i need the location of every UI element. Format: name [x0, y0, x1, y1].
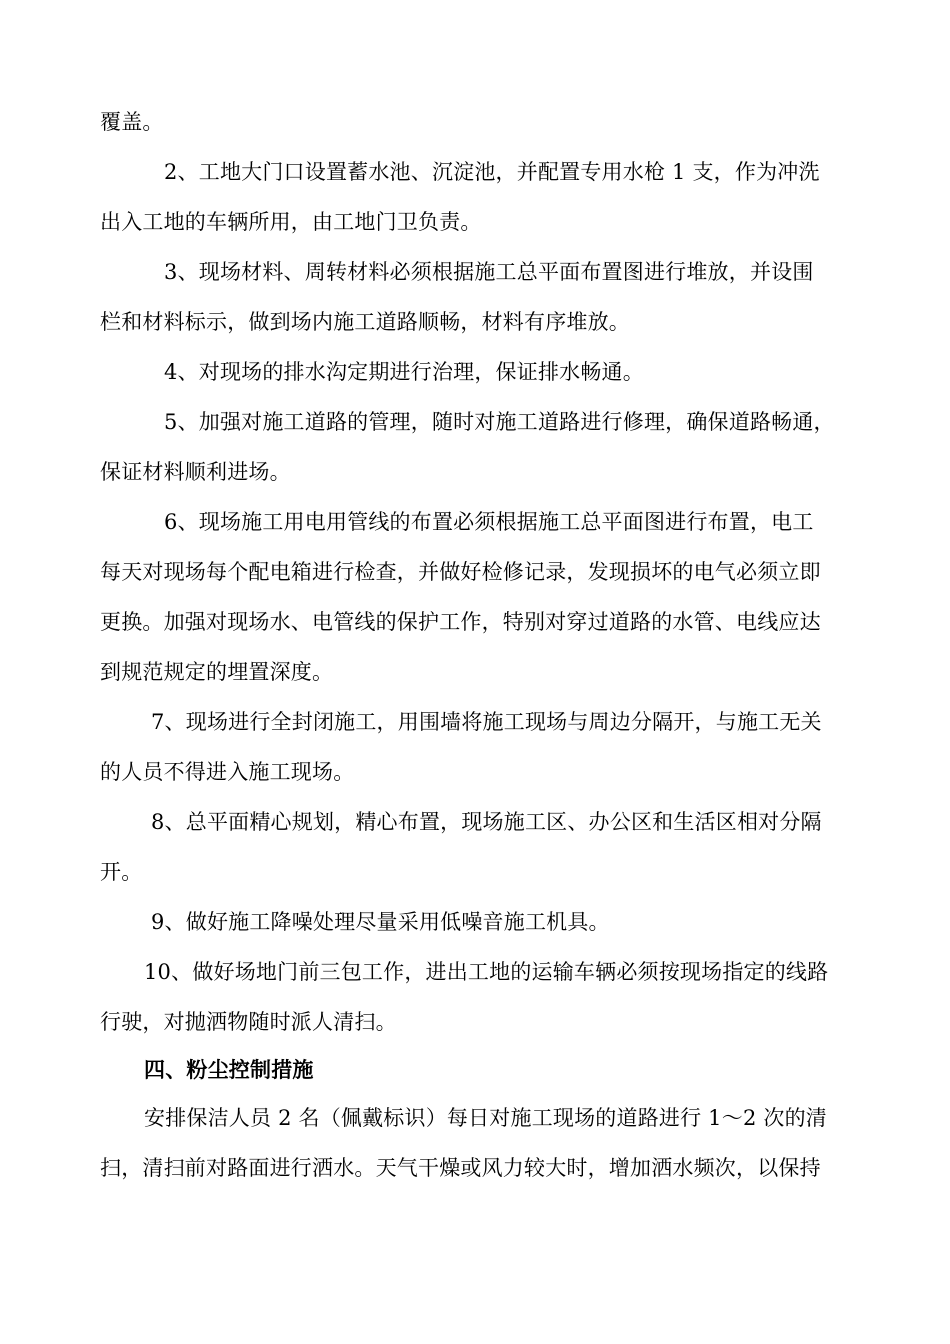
paragraph-line: 覆盖。: [100, 110, 164, 134]
paragraph-line: 2、工地大门口设置蓄水池、沉淀池，并配置专用水枪 1 支，作为冲洗: [164, 160, 820, 184]
paragraph-line: 到规范规定的埋置深度。: [100, 660, 334, 684]
paragraph-line: 8、总平面精心规划，精心布置，现场施工区、办公区和生活区相对分隔: [151, 810, 822, 834]
paragraph-line: 10、做好场地门前三包工作，进出工地的运输车辆必须按现场指定的线路: [144, 960, 829, 984]
paragraph-line: 每天对现场每个配电箱进行检查，并做好检修记录，发现损坏的电气必须立即: [100, 560, 821, 584]
paragraph-line: 开。: [100, 860, 143, 884]
paragraph-line: 3、现场材料、周转材料必须根据施工总平面布置图进行堆放，并设围: [164, 260, 814, 284]
paragraph-line: 扫，清扫前对路面进行洒水。天气干燥或风力较大时，增加洒水频次，以保持: [100, 1156, 821, 1180]
paragraph-line: 7、现场进行全封闭施工，用围墙将施工现场与周边分隔开，与施工无关: [151, 710, 822, 734]
paragraph-line: 6、现场施工用电用管线的布置必须根据施工总平面图进行布置，电工: [164, 510, 814, 534]
paragraph-line: 保证材料顺利进场。: [100, 460, 291, 484]
paragraph-line: 4、对现场的排水沟定期进行治理，保证排水畅通。: [164, 360, 644, 384]
paragraph-line: 5、加强对施工道路的管理，随时对施工道路进行修理，确保道路畅通，: [164, 410, 835, 434]
paragraph-line: 更换。加强对现场水、电管线的保护工作，特别对穿过道路的水管、电线应达: [100, 610, 821, 634]
paragraph-line: 出入工地的车辆所用，由工地门卫负责。: [100, 210, 482, 234]
paragraph-line: 9、做好施工降噪处理尽量采用低噪音施工机具。: [151, 910, 610, 934]
paragraph-line: 栏和材料标示，做到场内施工道路顺畅，材料有序堆放。: [100, 310, 630, 334]
paragraph-line: 行驶，对抛洒物随时派人清扫。: [100, 1010, 397, 1034]
paragraph-line: 安排保洁人员 2 名（佩戴标识）每日对施工现场的道路进行 1～2 次的清: [144, 1106, 827, 1130]
section-heading: 四、粉尘控制措施: [144, 1057, 314, 1082]
paragraph-line: 的人员不得进入施工现场。: [100, 760, 355, 784]
